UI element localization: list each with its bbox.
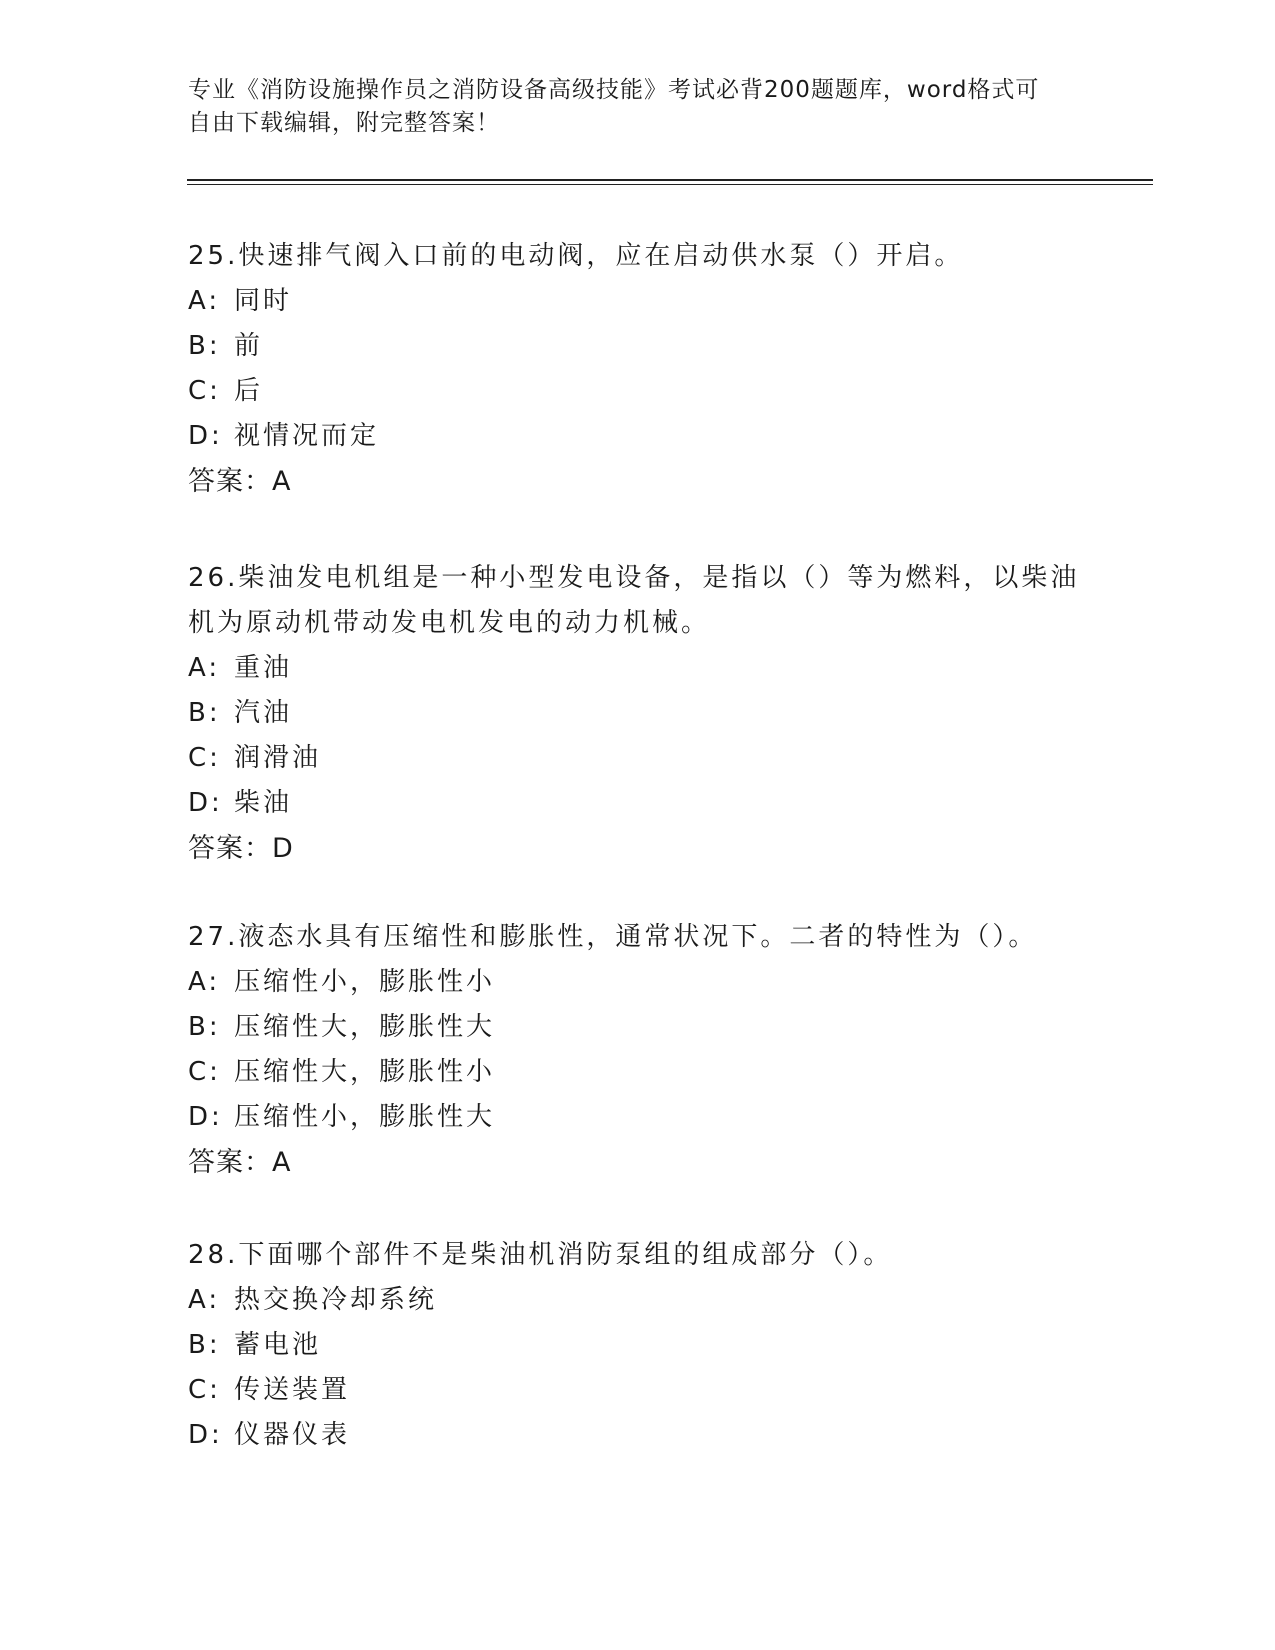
option-letter: C: xyxy=(188,1057,221,1087)
option-b xyxy=(188,1323,1088,1368)
option-letter: C: xyxy=(188,1375,221,1405)
option-letter: C: xyxy=(188,743,221,773)
option-c xyxy=(188,1050,1088,1095)
option-text: 压缩性大，膨胀性大 xyxy=(234,1012,496,1042)
option-text: 压缩性小，膨胀性大 xyxy=(234,1102,496,1132)
option-text: 视情况而定 xyxy=(234,421,380,451)
option-b xyxy=(188,1005,1088,1050)
option-text: 压缩性大，膨胀性小 xyxy=(234,1057,496,1087)
question-28 xyxy=(188,1233,1088,1458)
option-a xyxy=(188,279,1088,324)
document-header xyxy=(188,74,1088,140)
option-a xyxy=(188,646,1088,691)
option-letter: A: xyxy=(188,967,221,997)
option-text: 仪器仪表 xyxy=(234,1420,351,1450)
option-c xyxy=(188,369,1088,414)
header-rule-thick xyxy=(187,179,1153,181)
option-letter: B: xyxy=(188,1012,221,1042)
question-text-line-1: 26.柴油发电机组是一种小型发电设备，是指以（）等为燃料，以柴油 xyxy=(188,563,1080,593)
option-letter: B: xyxy=(188,331,221,361)
option-d xyxy=(188,1095,1088,1140)
header-line-1: 专业《消防设施操作员之消防设备高级技能》考试必背200题题库，word格式可 xyxy=(188,77,1040,103)
option-letter: B: xyxy=(188,698,221,728)
option-letter: B: xyxy=(188,1330,221,1360)
option-d xyxy=(188,1413,1088,1458)
question-text: 27.液态水具有压缩性和膨胀性，通常状况下。二者的特性为（）。 xyxy=(188,922,1038,952)
header-line-2: 自由下载编辑，附完整答案！ xyxy=(188,110,500,136)
option-b xyxy=(188,691,1088,736)
option-a xyxy=(188,960,1088,1005)
option-c xyxy=(188,736,1088,781)
option-text: 同时 xyxy=(234,286,293,316)
answer-text: 答案：A xyxy=(188,1147,292,1178)
option-b xyxy=(188,324,1088,369)
option-text: 热交换冷却系统 xyxy=(234,1285,438,1315)
option-text: 后 xyxy=(234,376,264,406)
option-letter: A: xyxy=(188,653,221,683)
option-a xyxy=(188,1278,1088,1323)
option-text: 润滑油 xyxy=(234,743,322,773)
option-letter: C: xyxy=(188,376,221,406)
option-text: 重油 xyxy=(234,653,293,683)
option-letter: D: xyxy=(188,788,223,818)
option-d xyxy=(188,781,1088,826)
question-26 xyxy=(188,556,1088,871)
question-25 xyxy=(188,234,1088,504)
option-c xyxy=(188,1368,1088,1413)
question-text-line-2: 机为原动机带动发电机发电的动力机械。 xyxy=(188,608,711,638)
option-letter: A: xyxy=(188,286,221,316)
answer-text: 答案：A xyxy=(188,466,292,497)
option-letter: D: xyxy=(188,1102,223,1132)
question-text: 25.快速排气阀入口前的电动阀，应在启动供水泵（）开启。 xyxy=(188,241,964,271)
option-d xyxy=(188,414,1088,459)
option-letter: D: xyxy=(188,1420,223,1450)
answer-text: 答案：D xyxy=(188,833,294,864)
option-text: 传送装置 xyxy=(234,1375,351,1405)
option-text: 柴油 xyxy=(234,788,293,818)
option-text: 前 xyxy=(234,331,264,361)
option-text: 压缩性小，膨胀性小 xyxy=(234,967,496,997)
option-text: 蓄电池 xyxy=(234,1330,322,1360)
option-text: 汽油 xyxy=(234,698,293,728)
option-letter: D: xyxy=(188,421,223,451)
question-27 xyxy=(188,915,1088,1185)
question-text: 28.下面哪个部件不是柴油机消防泵组的组成部分（）。 xyxy=(188,1240,893,1270)
option-letter: A: xyxy=(188,1285,221,1315)
header-rule-thin xyxy=(187,184,1153,185)
